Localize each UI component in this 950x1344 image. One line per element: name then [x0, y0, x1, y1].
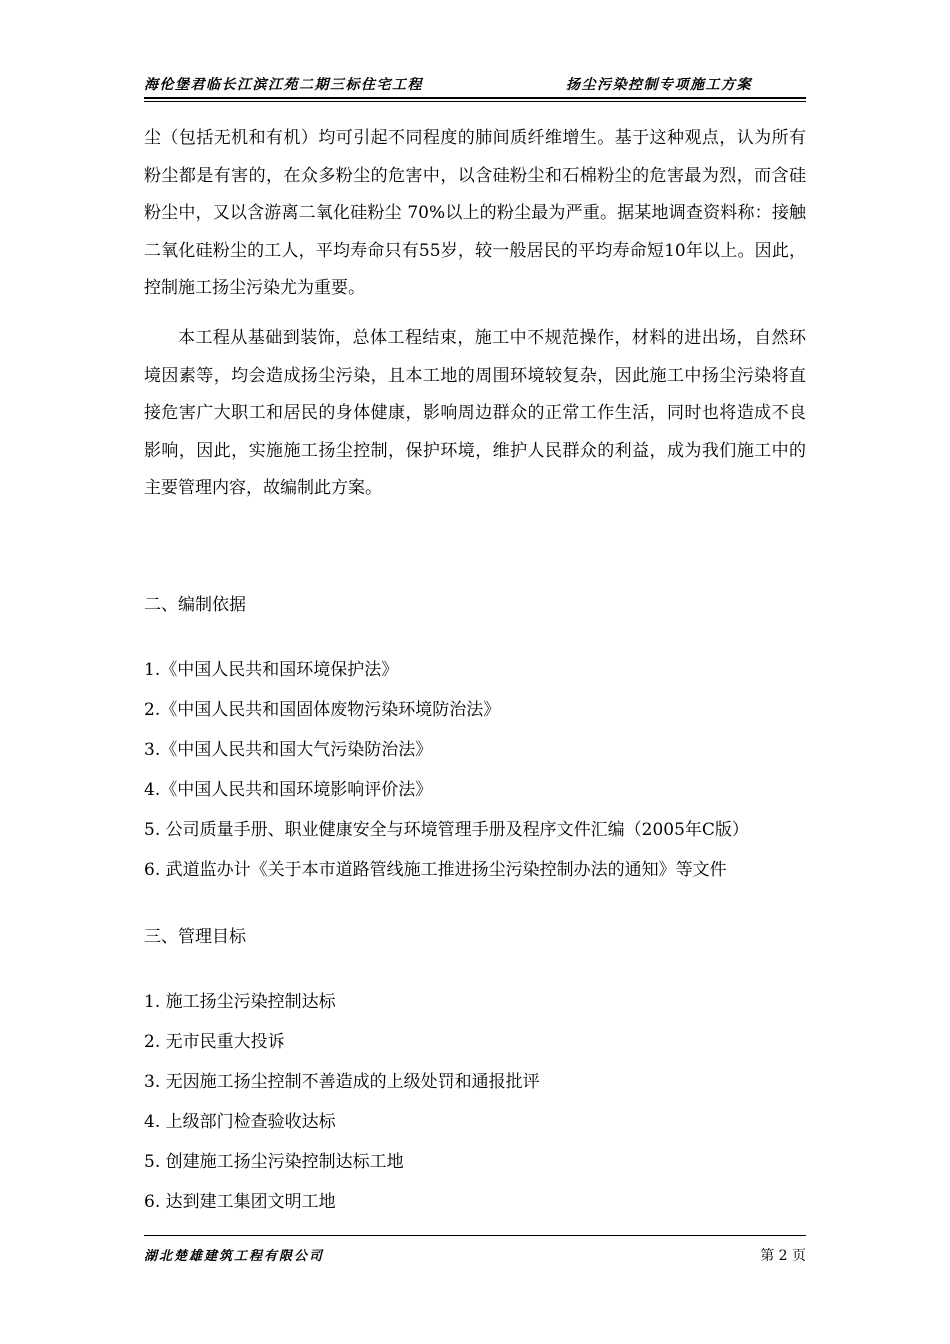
list-item: 6. 武道监办计《关于本市道路管线施工推进扬尘污染控制办法的通知》等文件 — [144, 860, 727, 880]
body-paragraph-1: 尘（包括无机和有机）均可引起不同程度的肺间质纤维增生。基于这种观点，认为所有粉尘都是有害的，在众多粉尘的危害中，以含硅粉尘和石棉粉尘的危害最为烈，而含硅粉尘中，又以含游离二氧化硅粉尘 70%以上的粉尘最为严重。据某地调查资料称：接触二氧化硅粉尘的工人，平均寿命只有55岁，较一般居民的平均寿命短10年以上。因此，控制施工扬尘污染尤为重要。 — [144, 128, 806, 298]
list-item: 4. 上级部门检查验收达标 — [144, 1112, 336, 1132]
header-rule — [144, 97, 806, 99]
basis-list — [144, 650, 824, 890]
list-item: 3. 无因施工扬尘控制不善造成的上级处罚和通报批评 — [144, 1072, 540, 1092]
header-document-title: 扬尘污染控制专项施工方案 — [566, 77, 752, 93]
section-heading-goals: 三、管理目标 — [144, 927, 246, 947]
header-project-title: 海伦堡君临长江滨江苑二期三标住宅工程 — [144, 77, 423, 93]
footer-company: 湖北楚雄建筑工程有限公司 — [144, 1249, 325, 1264]
list-item: 5. 公司质量手册、职业健康安全与环境管理手册及程序文件汇编（2005年C版） — [144, 820, 749, 840]
list-item: 5. 创建施工扬尘污染控制达标工地 — [144, 1152, 404, 1172]
list-item: 3.《中国人民共和国大气污染防治法》 — [144, 740, 433, 760]
list-item: 2.《中国人民共和国固体废物污染环境防治法》 — [144, 700, 501, 720]
body-paragraph-2: 本工程从基础到装饰，总体工程结束，施工中不规范操作，材料的进出场，自然环境因素等，均会造成扬尘污染，且本工地的周围环境较复杂，因此施工中扬尘污染将直接危害广大职工和居民的身体健康，影响周边群众的正常工作生活，同时也将造成不良影响，因此，实施施工扬尘控制，保护环境，维护人民群众的利益，成为我们施工中的主要管理内容，故编制此方案。 — [144, 328, 806, 498]
footer-rule — [144, 1235, 806, 1236]
section-heading-basis: 二、编制依据 — [144, 595, 246, 615]
header-rule-thin — [144, 101, 806, 102]
list-item: 4.《中国人民共和国环境影响评价法》 — [144, 780, 433, 800]
list-item: 1. 施工扬尘污染控制达标 — [144, 992, 336, 1012]
list-item: 2. 无市民重大投诉 — [144, 1032, 285, 1052]
goals-list — [144, 982, 824, 1222]
footer-page-number: 第 2 页 — [760, 1248, 806, 1264]
list-item: 6. 达到建工集团文明工地 — [144, 1192, 336, 1212]
list-item: 1.《中国人民共和国环境保护法》 — [144, 660, 399, 680]
